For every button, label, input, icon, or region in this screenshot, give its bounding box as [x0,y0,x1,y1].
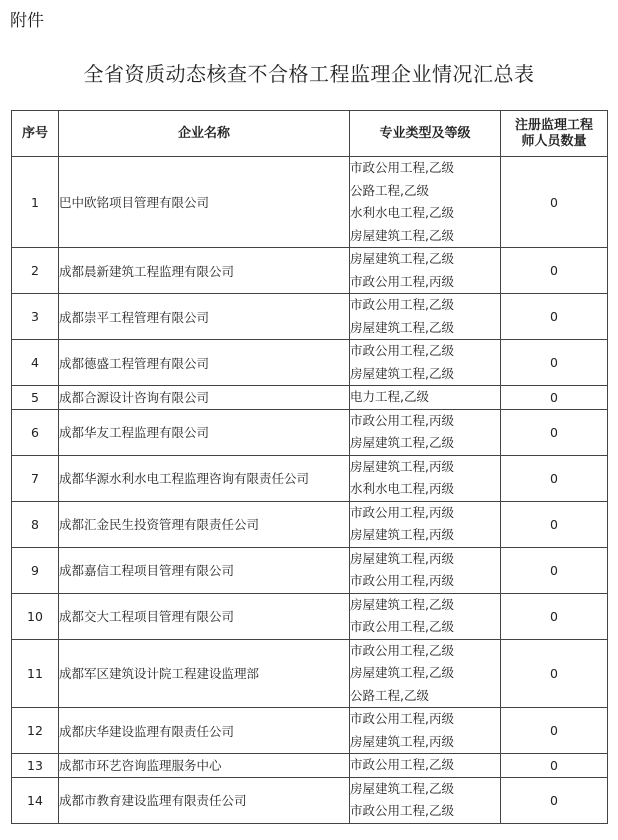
qualifications-cell [350,754,501,778]
registered-count: 0 [501,754,608,778]
enterprise-table [11,110,608,824]
table-row [12,639,608,708]
page-title: 全省资质动态核查不合格工程监理企业情况汇总表 [83,62,535,86]
registered-count: 0 [501,409,608,455]
enterprise-name: 成都交大工程项目管理有限公司 [59,593,350,639]
qualifications-cell [350,248,501,294]
qualification-item: 房屋建筑工程,乙级 [350,596,454,612]
qualification-item: 市政公用工程,丙级 [350,504,454,520]
row-number: 7 [12,455,59,501]
registered-count: 0 [501,386,608,410]
row-number: 14 [12,777,59,823]
qualifications-cell [350,593,501,639]
enterprise-name: 成都市教育建设监理有限责任公司 [59,777,350,823]
qualifications-cell [350,409,501,455]
registered-count: 0 [501,455,608,501]
row-number: 13 [12,754,59,778]
qualifications-cell [350,708,501,754]
row-number: 3 [12,294,59,340]
header-name: 企业名称 [59,111,350,157]
qualification-item: 市政公用工程,丙级 [350,573,454,588]
enterprise-name: 成都汇金民生投资管理有限责任公司 [59,501,350,547]
row-number: 10 [12,593,59,639]
registered-count: 0 [501,294,608,340]
registered-count: 0 [501,708,608,754]
qualification-item: 市政公用工程,乙级 [350,297,454,312]
qualification-item: 市政公用工程,乙级 [350,343,454,358]
enterprise-name: 成都华友工程监理有限公司 [59,409,350,455]
table-row [12,501,608,547]
attachment-label: 附件 [10,11,44,31]
qualification-item: 房屋建筑工程,乙级 [350,227,454,243]
qualification-item: 公路工程,乙级 [350,182,429,198]
qualification-item: 房屋建筑工程,乙级 [350,319,454,335]
row-number: 4 [12,340,59,386]
qualification-item: 房屋建筑工程,乙级 [350,780,454,796]
qualifications-cell [350,157,501,248]
qualifications-cell [350,639,501,708]
qualification-item: 水利水电工程,乙级 [350,205,454,220]
header-registered-count-line1: 注册监理工程 [514,117,593,133]
qualification-item: 市政公用工程,乙级 [350,160,454,175]
qualification-item: 市政公用工程,丙级 [350,412,454,428]
table-row [12,593,608,639]
table-row [12,409,608,455]
row-number: 1 [12,157,59,248]
qualification-item: 房屋建筑工程,丙级 [350,527,454,542]
table-row [12,455,608,501]
row-number: 8 [12,501,59,547]
header-no: 序号 [12,111,59,157]
registered-count: 0 [501,639,608,708]
table-header-row [12,111,608,157]
qualification-item: 市政公用工程,丙级 [350,711,454,726]
table-body [12,157,608,824]
qualification-item: 市政公用工程,丙级 [350,273,454,289]
qualifications-cell [350,340,501,386]
qualification-item: 房屋建筑工程,乙级 [350,251,454,266]
enterprise-name: 成都华源水利水电工程监理咨询有限责任公司 [59,455,350,501]
registered-count: 0 [501,248,608,294]
table-row [12,547,608,593]
qualifications-cell [350,777,501,823]
row-number: 11 [12,639,59,708]
table-row [12,157,608,248]
qualification-item: 市政公用工程,乙级 [350,642,454,658]
registered-count: 0 [501,547,608,593]
table-row [12,340,608,386]
qualifications-cell [350,547,501,593]
enterprise-name: 成都庆华建设监理有限责任公司 [59,708,350,754]
enterprise-name: 成都嘉信工程项目管理有限公司 [59,547,350,593]
qualification-item: 市政公用工程,乙级 [350,803,454,818]
qualifications-cell [350,455,501,501]
row-number: 6 [12,409,59,455]
enterprise-name: 巴中欧铭项目管理有限公司 [59,157,350,248]
header-registered-count [501,111,608,157]
qualification-item: 房屋建筑工程,乙级 [350,365,454,381]
qualification-item: 市政公用工程,乙级 [350,757,454,772]
header-registered-count-line2: 师人员数量 [521,133,587,149]
qualification-item: 水利水电工程,丙级 [350,481,454,496]
qualification-item: 房屋建筑工程,丙级 [350,733,454,749]
table-row [12,777,608,823]
row-number: 9 [12,547,59,593]
table-row [12,708,608,754]
enterprise-name: 成都晨新建筑工程监理有限公司 [59,248,350,294]
qualification-item: 房屋建筑工程,乙级 [350,665,454,680]
registered-count: 0 [501,501,608,547]
enterprise-name: 成都合源设计咨询有限公司 [59,386,350,410]
row-number: 5 [12,386,59,410]
enterprise-name: 成都崇平工程管理有限公司 [59,294,350,340]
table-row [12,386,608,410]
enterprise-name: 成都军区建筑设计院工程建设监理部 [59,639,350,708]
qualification-item: 电力工程,乙级 [350,389,429,404]
qualification-item: 房屋建筑工程,丙级 [350,550,454,566]
table-row [12,248,608,294]
qualification-item: 市政公用工程,乙级 [350,619,454,634]
qualification-item: 房屋建筑工程,乙级 [350,435,454,450]
qualifications-cell [350,501,501,547]
registered-count: 0 [501,157,608,248]
row-number: 2 [12,248,59,294]
registered-count: 0 [501,777,608,823]
header-qualifications: 专业类型及等级 [350,111,501,157]
table-row [12,294,608,340]
row-number: 12 [12,708,59,754]
qualification-item: 房屋建筑工程,丙级 [350,458,454,474]
qualification-item: 公路工程,乙级 [350,687,429,703]
enterprise-name: 成都德盛工程管理有限公司 [59,340,350,386]
enterprise-name: 成都市环艺咨询监理服务中心 [59,754,350,778]
qualifications-cell [350,386,501,410]
registered-count: 0 [501,340,608,386]
registered-count: 0 [501,593,608,639]
table-row [12,754,608,778]
qualifications-cell [350,294,501,340]
